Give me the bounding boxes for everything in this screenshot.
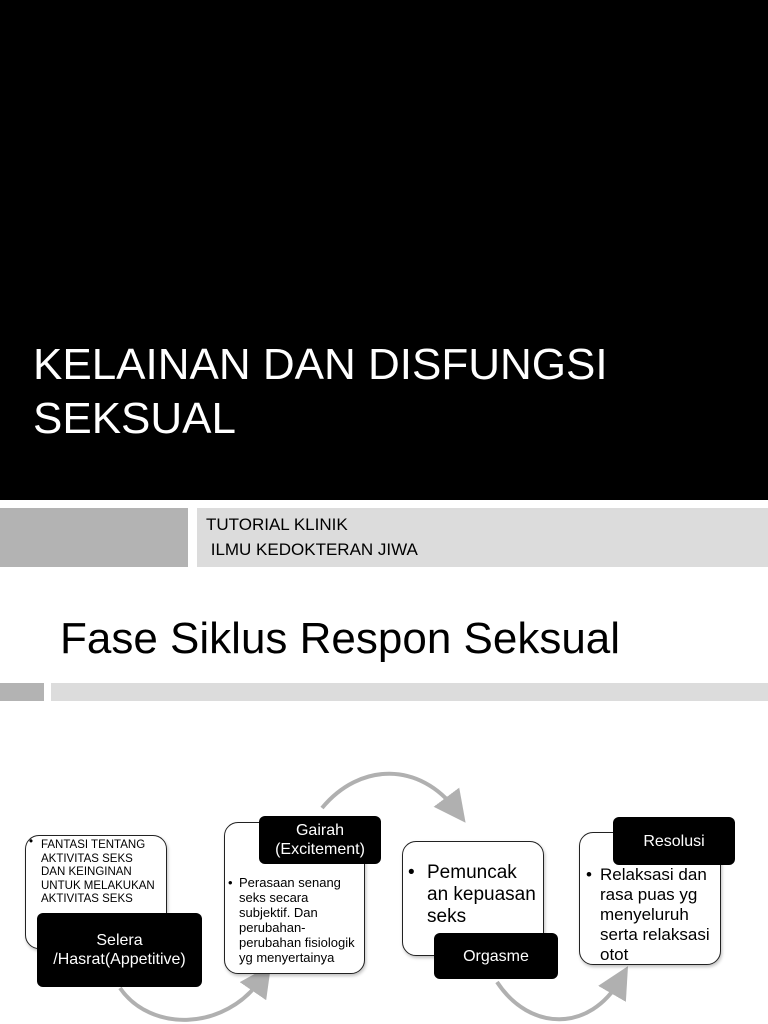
bullet-mark: • (29, 836, 34, 848)
main-title-line2: SEKSUAL (33, 394, 236, 443)
phase-label-line2: /Hasrat(Appetitive) (53, 951, 186, 968)
bullet-mark: • (228, 875, 233, 890)
phase-label-resolution (613, 817, 735, 865)
phase-label-line1: Orgasme (463, 947, 529, 965)
slide-title: Fase Siklus Respon Seksual (60, 614, 621, 663)
phase-excitement-text: Perasaan senang seks secara subjektif. Dan perubahan-perubahan fisiologik yg menyertainya (239, 875, 355, 965)
arrow-excitement-to-orgasm (322, 774, 456, 810)
phase-label-line2: (Excitement) (275, 841, 365, 858)
phase-label-appetitive (37, 913, 202, 987)
phase-label-excitement (259, 816, 381, 864)
bullet-mark: • (586, 865, 592, 884)
main-title-line1: KELAINAN DAN DISFUNGSI (33, 340, 608, 389)
title-underline-bar (51, 683, 768, 701)
phase-appetitive-description (26, 836, 166, 907)
title-underline-accent (0, 683, 44, 701)
phase-orgasm-description (403, 842, 543, 928)
subtitle-line1: TUTORIAL KLINIK (206, 515, 348, 534)
bullet-mark: • (408, 862, 415, 883)
phase-resolution-text: Relaksasi dan rasa puas yg menyeluruh serta relaksasi otot (600, 865, 710, 964)
phase-label-line1: Selera (96, 932, 143, 949)
accent-bar-left (0, 508, 188, 567)
phase-appetitive-text: FANTASI TENTANG AKTIVITAS SEKS DAN KEINGINAN UNTUK MELAKUKAN AKTIVITAS SEKS (41, 839, 155, 905)
main-title (33, 338, 753, 446)
phase-label-line1: Resolusi (643, 832, 705, 850)
phase-orgasm-text: Pemuncak an kepuasan seks (427, 862, 536, 927)
arrow-orgasm-to-resolution (497, 980, 620, 1019)
phase-label-line1: Gairah (295, 822, 345, 839)
subtitle-line2: ILMU KEDOKTERAN JIWA (206, 540, 418, 559)
phase-label-orgasm (434, 933, 558, 979)
